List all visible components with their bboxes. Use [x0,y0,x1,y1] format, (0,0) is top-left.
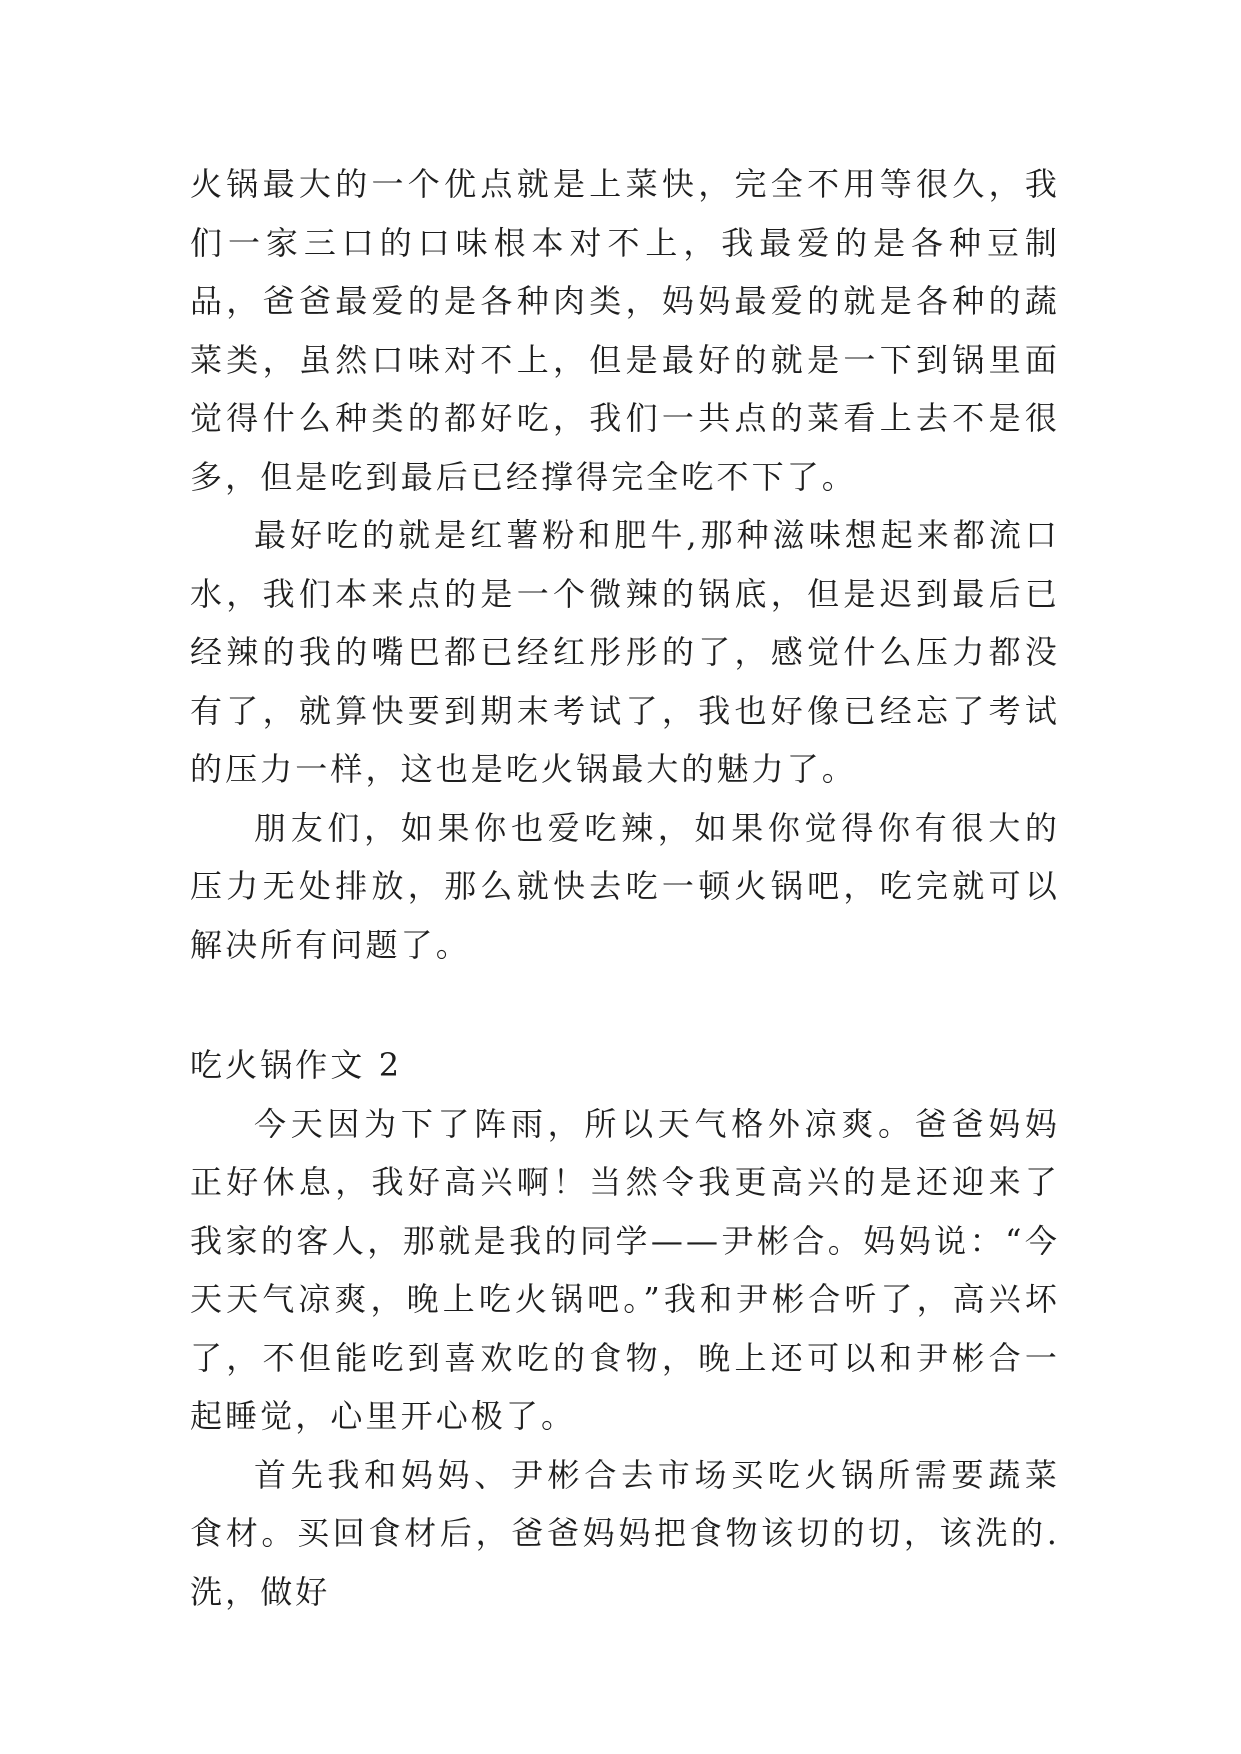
paragraph-market-shopping: 首先我和妈妈、尹彬合去市场买吃火锅所需要蔬菜食材。买回食材后，爸爸妈妈把食物该切的切，该洗的.洗，做好 [190,1455,1060,1611]
paragraph-hotpot-advantages: 火锅最大的一个优点就是上菜快，完全不用等很久，我们一家三口的口味根本对不上，我最爱的是各种豆制品，爸爸最爱的是各种肉类，妈妈最爱的就是各种的蔬菜类，虽然口味对不上，但是最好的就是一下到锅里面觉得什么种类的都好吃，我们一共点的菜看上去不是很多，但是吃到最后已经撑得完全吃不下了。 [190,165,1060,496]
section-title: 吃火锅作文 2 [190,1046,403,1084]
paragraph-favorite-foods: 最好吃的就是红薯粉和肥牛,那种滋味想起来都流口水，我们本来点的是一个微辣的锅底，但是迟到最后已经辣的我的嘴巴都已经红彤彤的了，感觉什么压力都没有了，就算快要到期末考试了，我也好像已经忘了考试的压力一样，这也是吃火锅最大的魅力了。 [190,516,1060,788]
paragraph-rainy-day: 今天因为下了阵雨，所以天气格外凉爽。爸爸妈妈正好休息，我好高兴啊！当然令我更高兴的是还迎来了我家的客人，那就是我的同学——尹彬合。妈妈说：“今天天气凉爽，晚上吃火锅吧。”我和尹彬合听了，高兴坏了，不但能吃到喜欢吃的食物，晚上还可以和尹彬合一起睡觉，心里开心极了。 [190,1104,1060,1435]
document-page [190,155,1060,1621]
paragraph-recommendation: 朋友们，如果你也爱吃辣，如果你觉得你有很大的压力无处排放，那么就快去吃一顿火锅吧，吃完就可以解决所有问题了。 [190,808,1060,964]
